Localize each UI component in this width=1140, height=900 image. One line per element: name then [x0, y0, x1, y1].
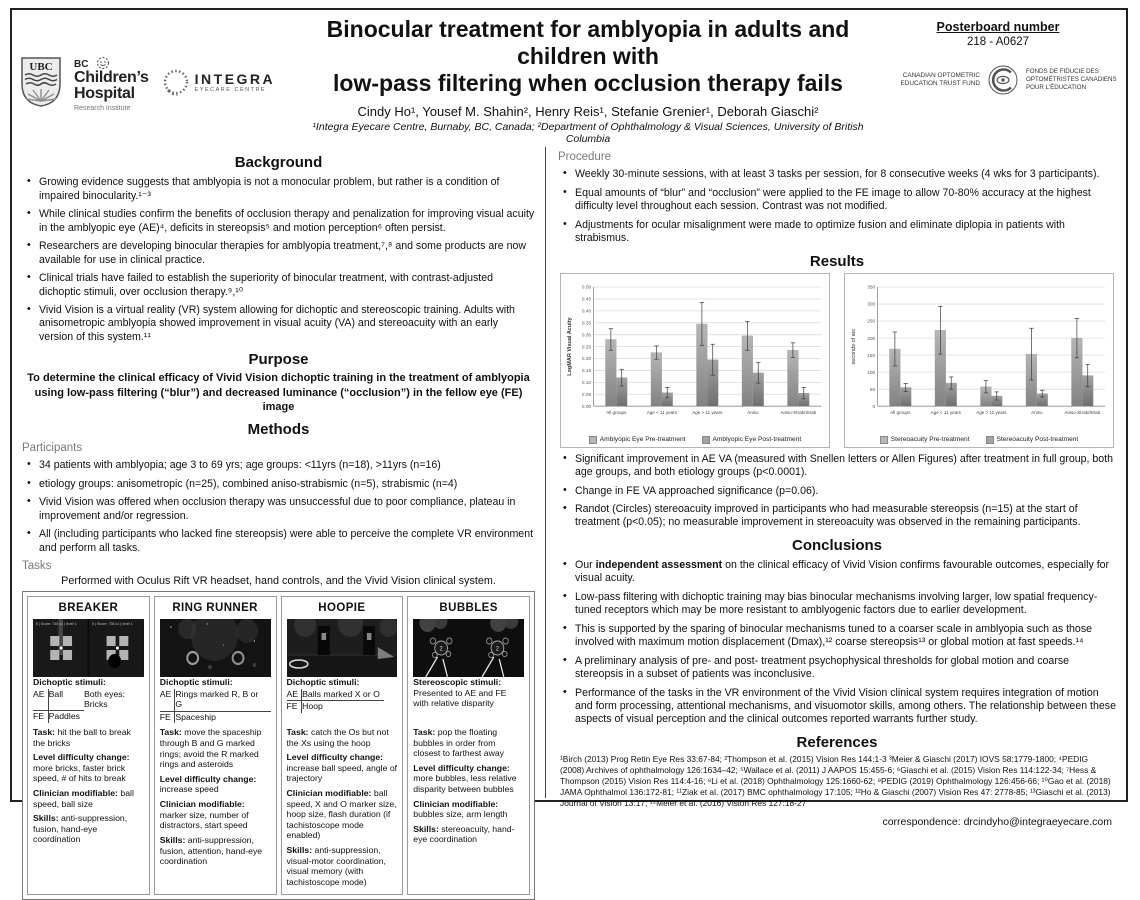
posterboard-number: 218 - A0627: [966, 36, 1030, 48]
svg-text:0.15: 0.15: [581, 368, 592, 374]
game-section: Skills: anti-suppression, fusion, hand-eye coordination: [33, 813, 128, 845]
game-section: Skills: anti-suppression, fusion, attention, hand-eye coordination: [159, 834, 263, 867]
procedure-label: Procedure: [558, 151, 612, 164]
results-bullet: • Change in FE VA approached significance (p=0.06).: [558, 485, 1116, 498]
stimuli-table: AE Balls marked X or O FE Hoop: [287, 689, 384, 713]
references-heading: References: [796, 733, 878, 751]
svg-text:0.50: 0.50: [581, 285, 592, 291]
poster-title-line2: low-pass filtering when occlusion therapy fails: [333, 70, 843, 97]
svg-text:150: 150: [867, 353, 876, 359]
svg-text:2: 2: [439, 646, 443, 653]
results-bullet: • Significant improvement in AE VA (measured with Snellen letters or Allen Figures) after treatment in full group, both age groups, and both etiology groups (p<0.0001).: [558, 453, 1116, 480]
svg-text:0.20: 0.20: [581, 356, 592, 362]
title-block: [298, 16, 878, 145]
posterboard-label: Posterboard number: [936, 20, 1060, 34]
background-bullet: • While clinical studies confirm the benefits of occlusion therapy and penalization for improving visual acuity in the amblyopic eye (AE)⁴, deficits in stereopsis⁵ and motion perception⁶ often persist.: [22, 208, 535, 235]
background-bullet: • Clinical trials have failed to establish the superiority of binocular treatment, with contrast-adjusted dichoptic stimuli, over occlusion therapy.⁹,¹⁰: [22, 272, 535, 299]
results-charts: [560, 273, 1114, 448]
background-heading: Background: [234, 154, 323, 172]
svg-text:Age < 11 years: Age < 11 years: [930, 409, 961, 415]
conclusions-bullet: • Low-pass filtering with dichoptic training may bias binocular mechanisms involving larger, low spatial frequency-tuned receptors which may be more resistant to amblyogenic factors due to earlier development.: [558, 591, 1116, 618]
svg-text:0.25: 0.25: [581, 344, 592, 350]
header: [18, 12, 1120, 145]
header-right: [878, 20, 1118, 96]
game-title: HOOPIE: [318, 601, 366, 614]
game-title: BREAKER: [58, 601, 119, 614]
stimuli-label: Stereoscopic stimuli:: [413, 676, 502, 687]
bcch-logo: [74, 52, 149, 112]
results-heading: Results: [809, 252, 865, 270]
game-screenshot-ring-runner: [160, 619, 271, 677]
svg-text:All groups: All groups: [606, 409, 627, 415]
game-card-hoopie: [281, 596, 404, 895]
svg-text:seconds of arc: seconds of arc: [850, 328, 857, 365]
integra-spiral-icon: [161, 65, 191, 99]
svg-text:0.40: 0.40: [581, 309, 592, 315]
svg-text:Age > 11 years: Age > 11 years: [976, 409, 1007, 415]
conclusions-bullet: • Performance of the tasks in the VR environment of the Vivid Vision clinical system requires integration of motion and form processing, attentional mechanisms, and visuomotor skills, among others. The relationship between these aspects of visual perception and the clinical outcomes reported warrants further study.: [558, 687, 1116, 727]
svg-text:200: 200: [867, 336, 876, 342]
tasks-intro: Performed with Oculus Rift VR headset, hand controls, and the Vivid Vision clinical system.: [61, 574, 496, 587]
methods-bullet: • Vivid Vision was offered when occlusion therapy was unsuccessful due to poor compliance, plateau in improvement and/or regression.: [22, 496, 535, 523]
methods-heading: Methods: [247, 421, 310, 439]
purpose-text: To determine the clinical efficacy of Vivid Vision dichoptic training in the treatment of amblyopia using low-pass filtering (“blur”) and decreased luminance (“occlusion”) in the fellow eye (FE) image: [27, 372, 530, 413]
game-section: Clinician modifiable: ball speed, X and O marker size, hoop size, flash duration (if tachistoscope mode enabled): [286, 788, 397, 841]
game-section: Level difficulty change: more bubbles, less relative disparity between bubbles: [413, 762, 517, 795]
game-section: Clinician modifiable: bubbles size, arm length: [413, 798, 508, 820]
columns: [18, 147, 1120, 887]
integra-subtitle: EYECARE CENTRE: [194, 87, 267, 93]
svg-text:100: 100: [867, 370, 876, 376]
bcch-bc-text: BC: [74, 59, 89, 70]
chart-visual-acuity: [560, 273, 830, 448]
svg-text:50: 50: [869, 387, 876, 393]
svg-text:0.00: 0.00: [581, 404, 592, 410]
svg-text:2: 2: [496, 646, 500, 653]
svg-text:0.10: 0.10: [581, 380, 592, 386]
svg-text:250: 250: [867, 319, 876, 325]
methods-bullet: • All (including participants who lacked fine stereopsis) were able to perceive the complete VR environment and perform all tasks.: [22, 528, 535, 555]
svg-text:5 | Score: 736 x1 | level 1: 5 | Score: 736 x1 | level 1: [92, 621, 133, 627]
game-section: Task: catch the Os but not the Xs using the hoop: [286, 726, 389, 748]
chart-visual-acuity-legend: [564, 436, 826, 444]
right-column: [545, 147, 1120, 829]
procedure-bullet: • Weekly 30-minute sessions, with at least 3 tasks per session, for 8 consecutive weeks (4 wks for 3 participants).: [558, 168, 1116, 181]
game-section: Task: pop the floating bubbles in order from closest to farthest away: [413, 726, 505, 759]
game-screenshot-breaker: [33, 619, 144, 677]
stimuli-text: Presented to AE and FE with relative disparity: [413, 687, 507, 709]
game-screenshot-hoopie: [287, 619, 398, 677]
legend-entry: Stereoacuity Post-treatment: [986, 436, 1079, 444]
background-bullet: • Researchers are developing binocular therapies for amblyopia treatment,⁷,⁸ and some products are now available for use in clinical practice.: [22, 240, 535, 267]
conclusions-bullet: • A preliminary analysis of pre- and post- treatment psychophysical thresholds for global motion and coarse stereopsis in a subset of patients was inconclusive.: [558, 655, 1116, 682]
bcch-name2: Hospital: [74, 85, 135, 102]
integra-logo: [161, 65, 276, 99]
game-card-bubbles: [407, 596, 530, 895]
svg-text:All groups: All groups: [890, 409, 911, 415]
svg-text:Age < 11 years: Age < 11 years: [646, 409, 677, 415]
svg-text:350: 350: [867, 285, 876, 291]
svg-text:0: 0: [872, 404, 876, 410]
participants-label: Participants: [22, 442, 83, 455]
svg-text:Aniso: Aniso: [1031, 409, 1043, 415]
svg-text:0.35: 0.35: [581, 321, 592, 327]
game-section: Skills: anti-suppression, visual-motor coordination, visual memory (with tachistoscope mode): [286, 845, 386, 887]
game-title: RING RUNNER: [172, 601, 258, 614]
legend-entry: Amblyopic Eye Post-treatment: [702, 436, 802, 444]
game-section: Clinician modifiable: ball speed, ball size: [33, 788, 134, 809]
svg-text:0.30: 0.30: [581, 333, 592, 339]
game-card-ring-runner: [154, 596, 277, 895]
game-card-breaker: [27, 596, 150, 895]
conclusions-bullet: • Our independent assessment on the clinical efficacy of Vivid Vision confirms favourable outcomes, especially for visual acuity.: [558, 559, 1116, 586]
game-section: Level difficulty change: increase ball speed, angle of trajectory: [286, 752, 398, 784]
legend-entry: Stereoacuity Pre-treatment: [880, 436, 970, 444]
results-bullet: • Randot (Circles) stereoacuity improved in participants who had measurable stereopsis (n=15) at the start of treatment (p<0.05); no measurable improvement in stereoacuity was observed in the remaining participants.: [558, 503, 1116, 530]
svg-text:0.45: 0.45: [581, 297, 592, 303]
integra-name: INTEGRA: [194, 71, 276, 87]
game-section: Task: move the spaceship through B and G marked rings; avoid the R marked rings and asteroids: [159, 727, 262, 770]
tasks-panel: [22, 591, 535, 900]
svg-text:300: 300: [867, 302, 876, 308]
stimuli-label: Dichoptic stimuli:: [33, 676, 106, 687]
bcch-sun-icon: [90, 52, 116, 70]
stimuli-table: AE Rings marked R, B or G FE Spaceship: [160, 689, 271, 724]
game-section: Level difficulty change: increase speed: [159, 773, 257, 795]
chart-stereoacuity: [844, 273, 1114, 448]
procedure-bullet: • Adjustments for ocular misalignment were made to optimize fusion and eliminate diplopia in patients with strabismus.: [558, 219, 1116, 246]
svg-text:Aniso-Strab/Strab: Aniso-Strab/Strab: [780, 409, 817, 415]
correspondence-email[interactable]: correspondence: drcindyho@integraeyecare.com: [882, 816, 1112, 829]
poster-title-line1: Binocular treatment for amblyopia in adults and children with: [326, 16, 850, 70]
bcch-subtitle: Research Institute: [74, 105, 131, 112]
svg-text:UBC: UBC: [29, 61, 53, 73]
stimuli-label: Dichoptic stimuli:: [286, 676, 360, 687]
funder-logos: [878, 64, 1118, 96]
stimuli-label: Dichoptic stimuli:: [159, 676, 233, 687]
svg-text:5 | Score: 736 x1 | level 1: 5 | Score: 736 x1 | level 1: [35, 621, 77, 627]
game-section: Level difficulty change: more bricks, faster brick speed, # of hits to break: [33, 752, 130, 784]
svg-text:Age > 11 years: Age > 11 years: [692, 409, 723, 415]
chart-stereoacuity-legend: [848, 436, 1110, 444]
chart-visual-acuity-plot: [564, 279, 826, 434]
svg-text:0.05: 0.05: [581, 392, 592, 398]
header-logos-left: [20, 52, 298, 112]
game-section: Task: hit the ball to break the bricks: [33, 726, 131, 748]
stimuli-table: AE Ball Both eyes: Bricks FE Paddles: [33, 688, 126, 722]
background-bullet: • Growing evidence suggests that amblyopia is not a monocular problem, but rather is a condition of impaired binocularity.¹⁻³: [22, 176, 535, 203]
ubc-logo: [20, 57, 62, 107]
coetf-logo-text: CANADIAN OPTOMETRIC EDUCATION TRUST FUND: [900, 71, 980, 87]
svg-text:Aniso-Strab/Strab: Aniso-Strab/Strab: [1064, 409, 1101, 415]
conclusions-bullet: • This is supported by the sparing of binocular mechanisms tuned to a coarser scale in amblyopia such as those involved with maximum motion displacement (Dmax),¹² coarse stereopsis¹³ or global motion at fast speeds.¹⁴: [558, 623, 1116, 650]
svg-text:Aniso: Aniso: [747, 409, 759, 415]
game-screenshot-bubbles: [413, 619, 524, 677]
poster-title: [298, 16, 878, 97]
left-column: [18, 147, 545, 887]
coetf-eye-icon: [987, 64, 1019, 96]
authors: Cindy Ho¹, Yousef M. Shahin², Henry Reis¹, Stefanie Grenier¹, Deborah Giaschi²: [357, 104, 819, 120]
fonds-logo-text: FONDS DE FIDUCIE DES OPTOMÉTRISTES CANADIENS POUR L’ÉDUCATION: [1026, 67, 1117, 92]
legend-entry: Amblyopic Eye Pre-treatment: [589, 436, 686, 444]
methods-bullet: • etiology groups: anisometropic (n=25), combined aniso-strabismic (n=5), strabismic (n=4): [22, 478, 535, 491]
tasks-label: Tasks: [22, 559, 52, 572]
game-section: Clinician modifiable: marker size, number of distractors, start speed: [159, 799, 249, 831]
svg-text:LogMAR Visual Acuity: LogMAR Visual Acuity: [566, 317, 573, 376]
bcch-name1: Children’s: [74, 69, 149, 86]
poster-frame: [10, 8, 1128, 887]
game-section: Skills: stereoacuity, hand-eye coordination: [413, 823, 515, 845]
game-title: BUBBLES: [439, 601, 498, 614]
references-text: ¹Birch (2013) Prog Retin Eye Res 33:67-84; ²Thompson et al. (2015) Vision Res 144:1-3 ³Meier & Giaschi (2017) IOVS 58:1779-1800; ⁴PEDIG (2008) Archives of ophthalmology 126:1634–42; ⁵Wallace et al. (2011) J AAPOS 15:455-6; ⁶Giaschi et al. (2015) Vision Res 114:122-34; ⁷Hess & Thompson (2015) Vision Res 114:4-16; ⁸Li et al. (2018) Ophthalmology 125:1660-62; ⁹PEDIG (2019) Ophthalmology 126:456-66; ¹⁰Gao et al. (2018) JAMA Ophthalmol 136:172-81; ¹¹Ziak et al. (2017) BMC ophthalmology 17:105; ¹²Ho & Giaschi (2007) Vision Res 47: 2778-85; ¹³Giaschi et al. (2013) Journal of Vision 13:17; ¹⁴Meier et al. (2016) Vision Res 127:18-27: [560, 753, 1111, 809]
procedure-bullet: • Equal amounts of “blur” and “occlusion” were applied to the FE image to allow 70-80% accuracy at the highest difficulty level throughout each session. Contrast was not modified.: [558, 187, 1116, 214]
affiliations: ¹Integra Eyecare Centre, Burnaby, BC, Canada; ²Department of Ophthalmology & Visual Sciences, University of British Columbia: [312, 121, 864, 146]
chart-stereoacuity-plot: [848, 279, 1110, 434]
conclusions-heading: Conclusions: [791, 536, 882, 554]
methods-bullet: • 34 patients with amblyopia; age 3 to 69 yrs; age groups: <11yrs (n=18), >11yrs (n=16): [22, 459, 535, 472]
purpose-heading: Purpose: [248, 351, 309, 369]
background-bullet: • Vivid Vision is a virtual reality (VR) system allowing for dichoptic and stereoscopic training. Adults with anisometropic amblyopia showed improvement in visual acuity (VA) and stereoacuity with an early version of this system.¹¹: [22, 304, 535, 344]
